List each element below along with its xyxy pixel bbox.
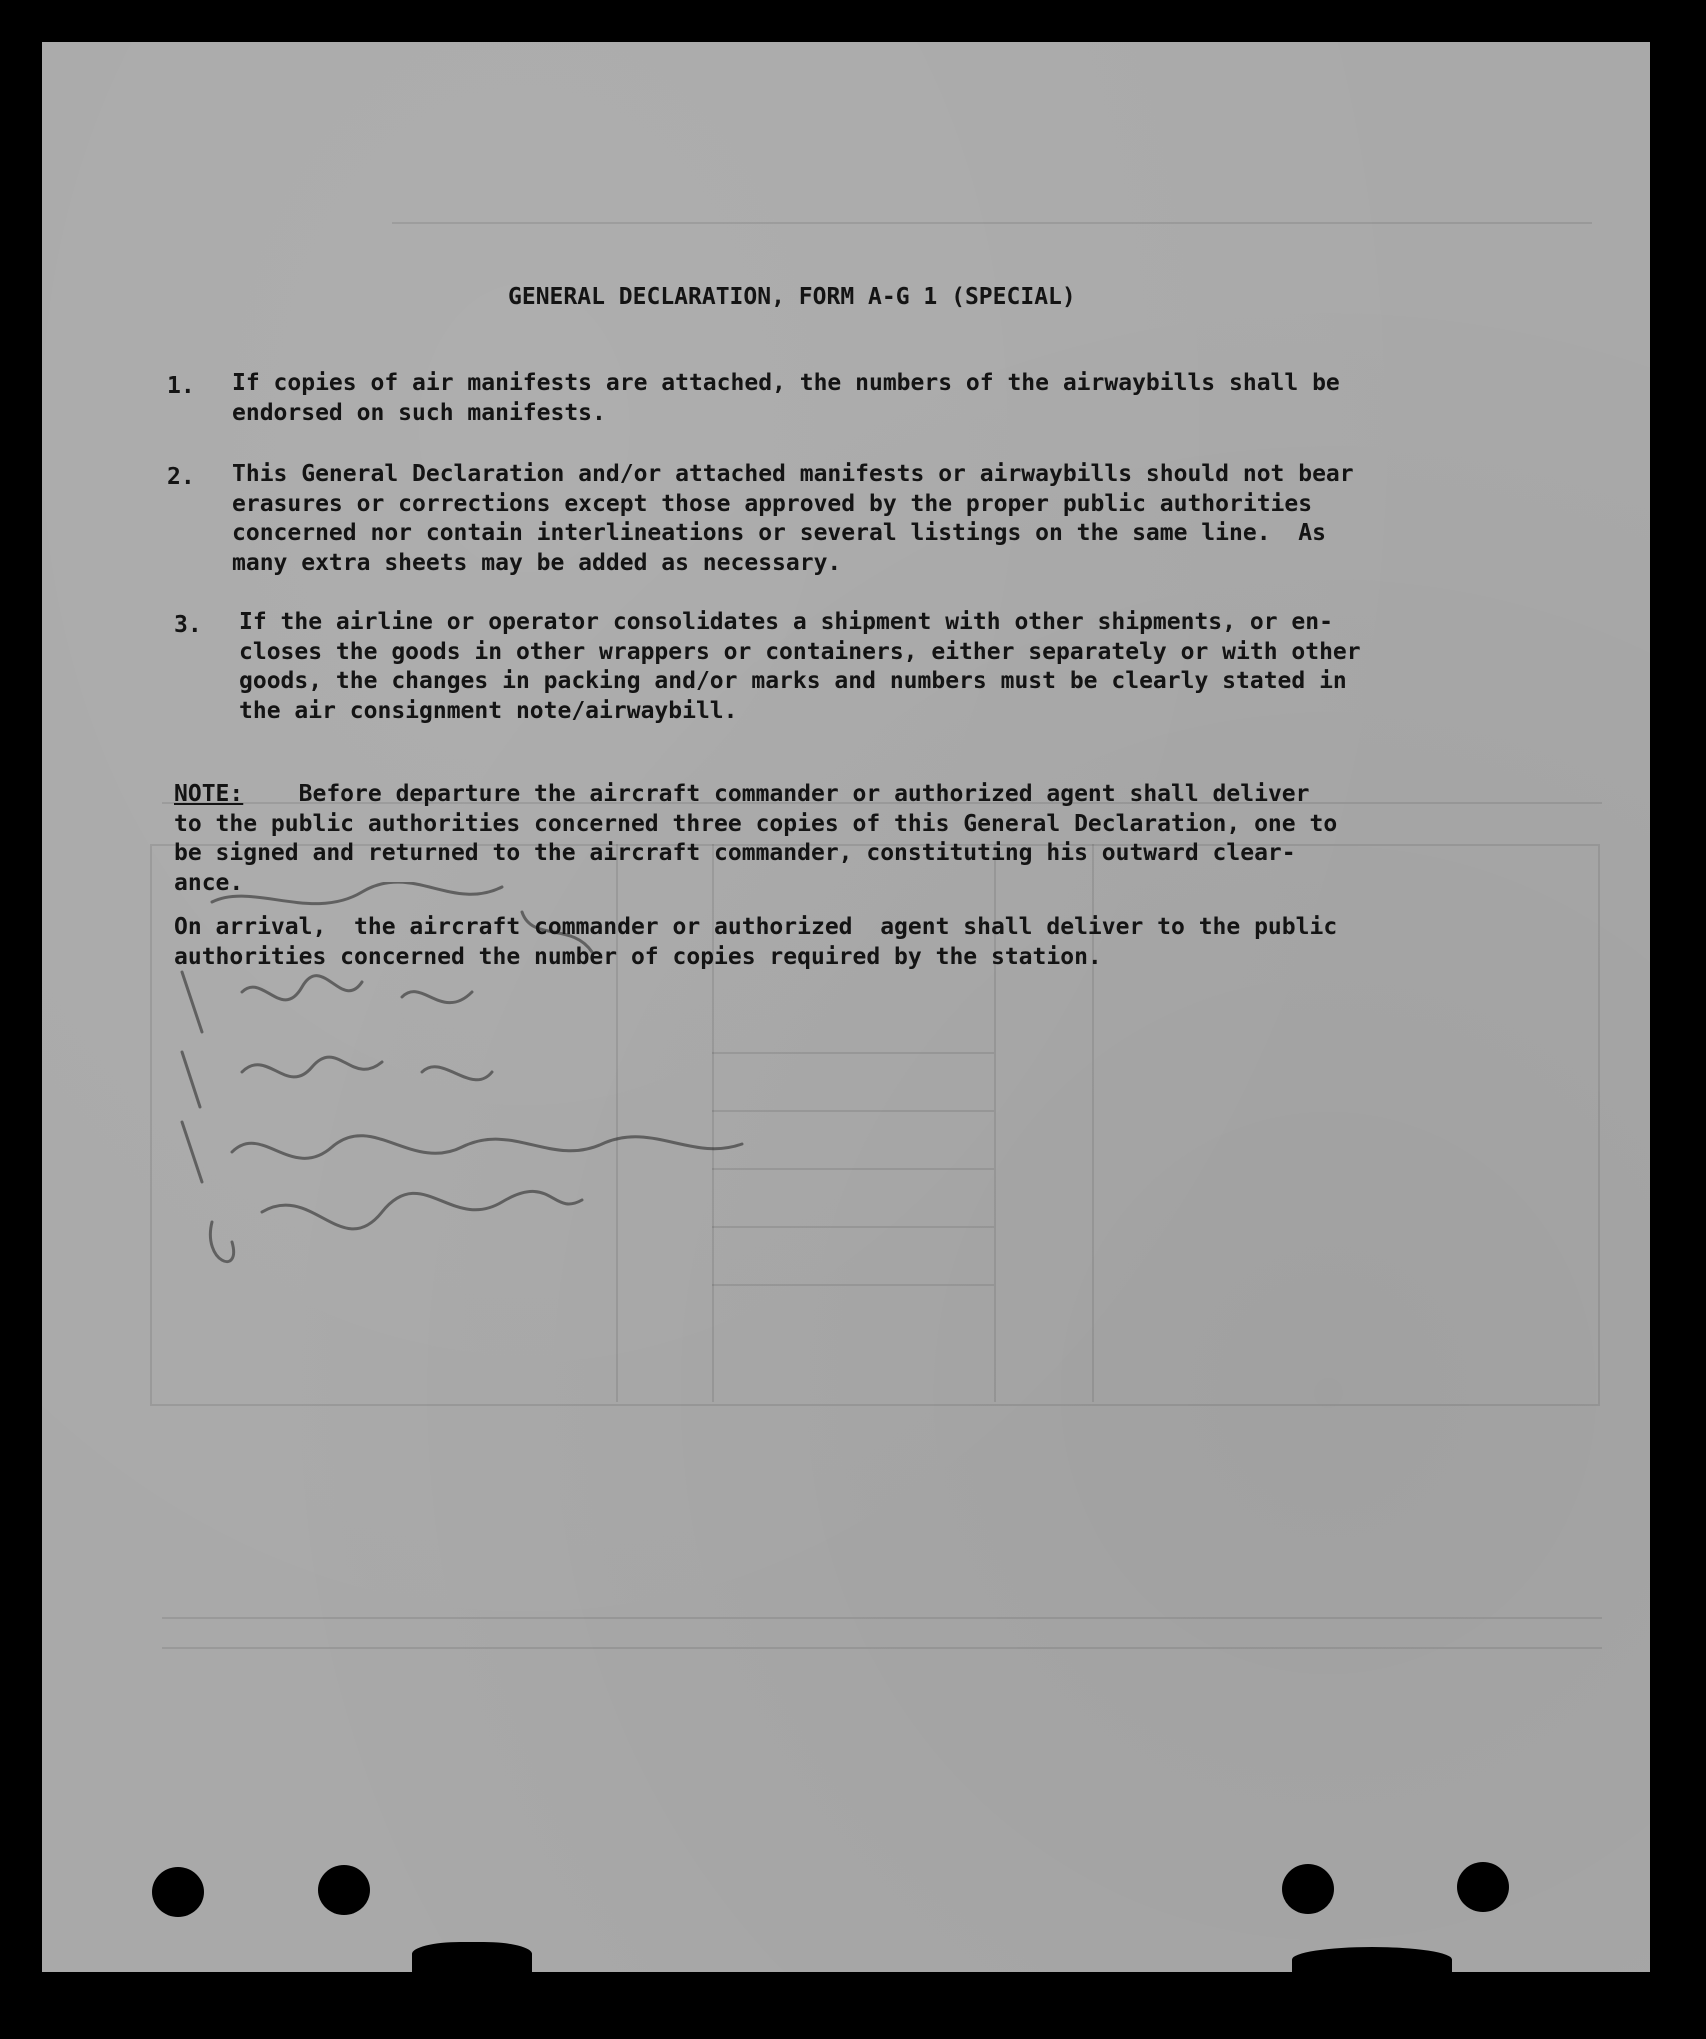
- item-3-line-3: goods, the changes in packing and/or marks and numbers must be clearly stated in: [239, 668, 1347, 694]
- item-2-line-1: This General Declaration and/or attached manifests or airwaybills should not bear: [232, 461, 1354, 487]
- item-2-line-3: concerned nor contain interlineations or several listings on the same line. As: [232, 520, 1326, 546]
- note-block: [174, 780, 1337, 898]
- note-line-1: Before departure the aircraft commander or authorized agent shall deliver: [243, 781, 1310, 807]
- arrival-block: [174, 913, 1337, 972]
- paper-tear: [412, 1942, 532, 1972]
- item-1-line-2: endorsed on such manifests.: [232, 399, 606, 426]
- punch-hole: [1457, 1862, 1509, 1912]
- document-title: GENERAL DECLARATION, FORM A-G 1 (SPECIAL): [508, 284, 1076, 310]
- arrival-line-1: On arrival, the aircraft commander or authorized agent shall deliver to the public: [174, 914, 1338, 940]
- bleed-rule: [162, 1617, 1602, 1619]
- item-1-line-1: If copies of air manifests are attached, the numbers of the airwaybills shall be: [232, 370, 1340, 396]
- bleed-rule: [162, 1647, 1602, 1649]
- note-label: NOTE:: [174, 781, 244, 807]
- item-2-line-4: many extra sheets may be added as necessary.: [232, 549, 842, 576]
- note-line-4: ance.: [174, 869, 244, 896]
- note-line-3: be signed and returned to the aircraft commander, constituting his outward clear-: [174, 840, 1296, 866]
- item-3-line-1: If the airline or operator consolidates a shipment with other shipments, or en-: [239, 609, 1333, 635]
- item-3-text: [239, 608, 1361, 726]
- item-1-number: 1.: [167, 373, 195, 399]
- item-3-line-4: the air consignment note/airwaybill.: [239, 697, 738, 724]
- item-2-text: [232, 460, 1354, 578]
- item-3-number: 3.: [174, 612, 202, 638]
- bleed-rule: [392, 222, 1592, 224]
- punch-hole: [152, 1867, 204, 1917]
- item-1-text: [232, 369, 1340, 428]
- punch-hole: [1282, 1864, 1334, 1914]
- document-page: [42, 42, 1650, 1972]
- note-line-2: to the public authorities concerned three copies of this General Declaration, one to: [174, 810, 1338, 837]
- arrival-line-2: authorities concerned the number of copies required by the station.: [174, 943, 1102, 970]
- paper-tear: [1292, 1947, 1452, 1972]
- item-2-number: 2.: [167, 464, 195, 490]
- item-2-line-2: erasures or corrections except those approved by the proper public authorities: [232, 490, 1313, 517]
- item-3-line-2: closes the goods in other wrappers or containers, either separately or with other: [239, 638, 1361, 665]
- punch-hole: [318, 1865, 370, 1915]
